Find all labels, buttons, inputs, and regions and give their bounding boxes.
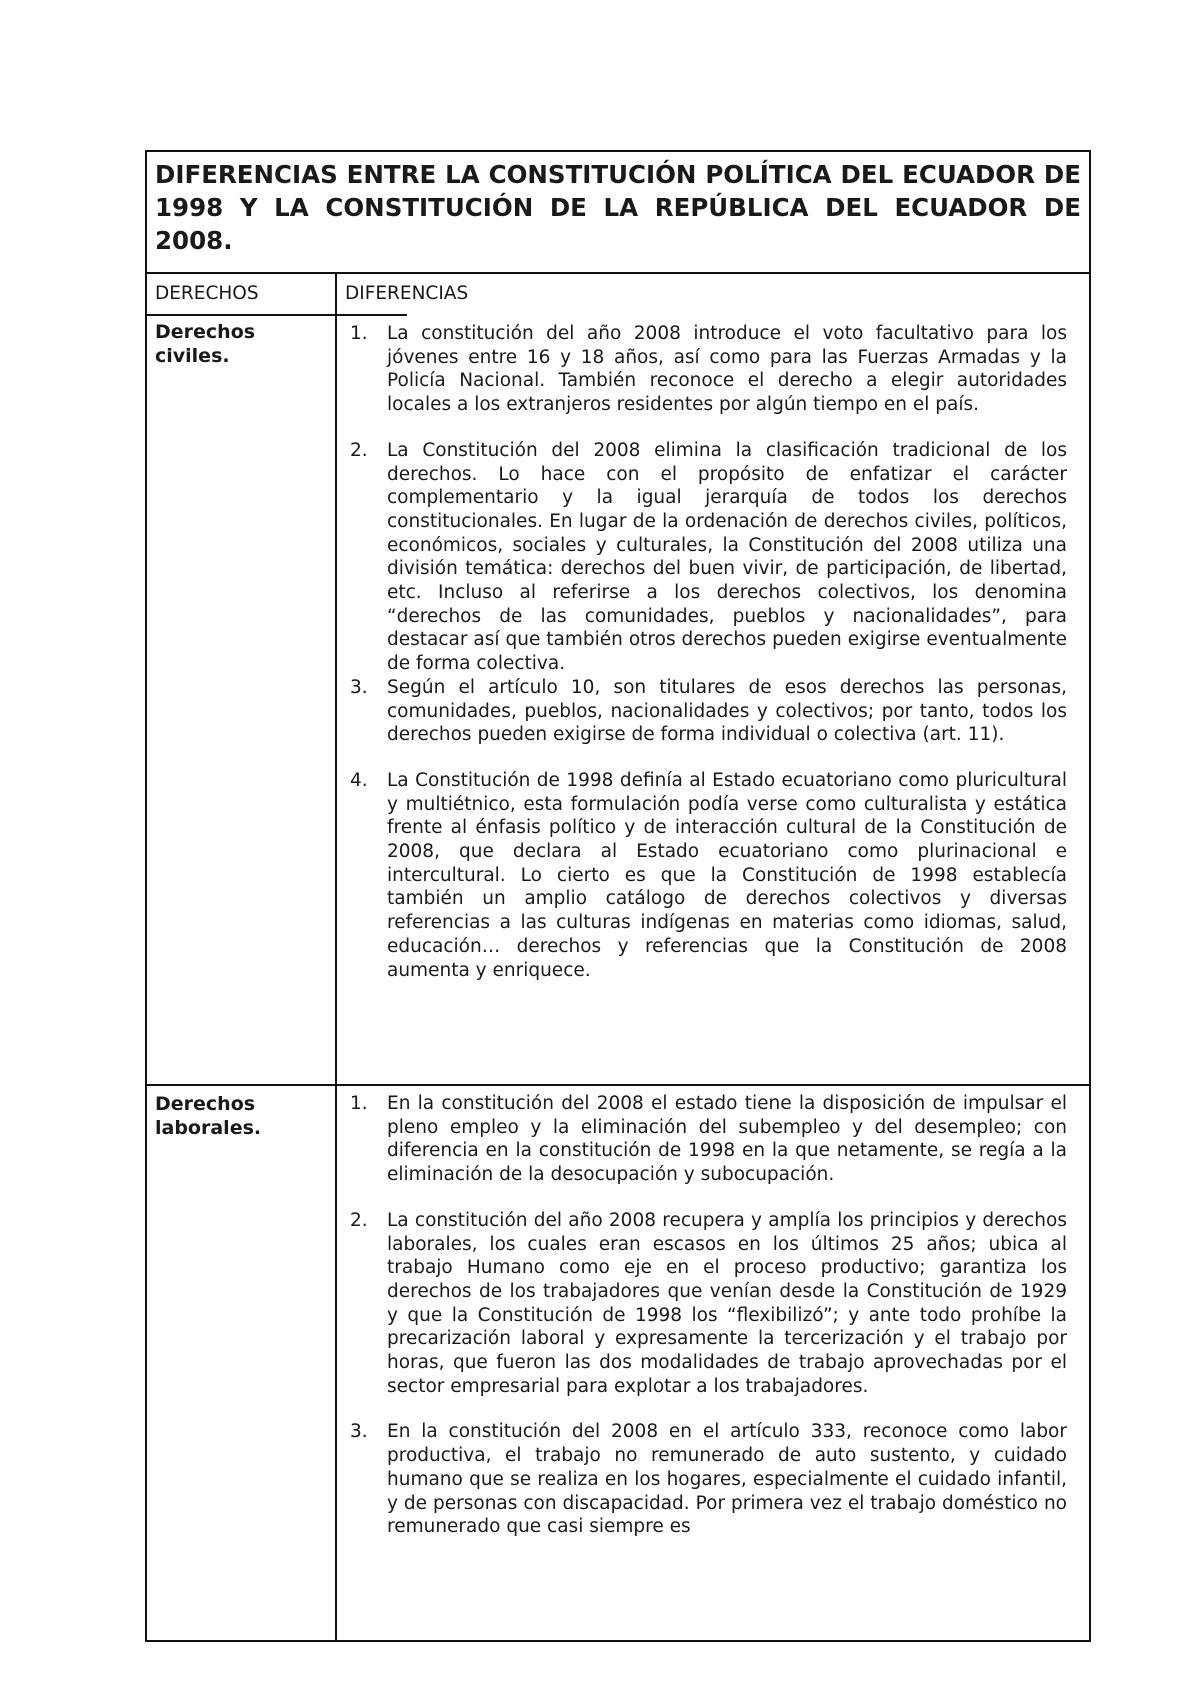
- diff-list-civiles: [350, 322, 1067, 982]
- section-label-laborales: Derechos laborales.: [155, 1093, 262, 1139]
- list-text: La constitución del año 2008 recupera y amplía los principios y derechos laborales, los cuales eran escasos en los últimos 25 años; ubica al trabajo Humano como eje en el proceso productivo; garantiza los derechos de los trabajadores que venían desde la Constitución de 1929 y que la Constitución de 1998 los “flexibilizó”; y ante todo prohíbe la precarización laboral y expresamente la tercerización y el trabajo por horas, que fueron las dos modalidades de trabajo aprovechadas por el sector empresarial para explotar a los trabajadores.: [387, 1209, 1067, 1397]
- list-text: Según el artículo 10, son titulares de esos derechos las personas, comunidades, pueblos, nacionalidades y colectivos; por tanto, todos los derechos pueden exigirse de forma individual o colectiva (art. 11).: [387, 676, 1067, 746]
- list-number: 3.: [350, 676, 368, 698]
- header-underline-left: [147, 314, 335, 316]
- list-item: [350, 1092, 1067, 1187]
- list-item: [350, 1209, 1067, 1399]
- list-number: 1.: [350, 323, 368, 344]
- list-text: En la constitución del 2008 el estado tiene la disposición de impulsar el pleno empleo y la eliminación del subempleo y del desempleo; con diferencia en la constitución de 1998 en la que netamente, se regía a la eliminación de la desocupación y subocupación.: [387, 1093, 1067, 1186]
- header-diferencias: DIFERENCIAS: [345, 283, 469, 304]
- list-item: [350, 676, 1067, 747]
- list-number: 4.: [350, 769, 368, 791]
- list-number: 1.: [350, 1093, 368, 1114]
- list-text: La Constitución de 1998 definía al Estado ecuatoriano como pluricultural y multiétnico, esta formulación podía verse como culturalista y estática frente al énfasis político y de interacción cultural de la Constitución de 2008, que declara al Estado ecuatoriano como plurinacional e intercultural. Lo cierto es que la Constitución de 1998 establecía también un amplio catálogo de derechos colectivos y diversas referencias a las culturas indígenas en materias como idiomas, salud, educación… derechos y referencias que la Constitución de 2008 aumenta y enriquece.: [387, 769, 1067, 981]
- diff-list-laborales: [350, 1092, 1067, 1539]
- title-cell: [147, 152, 1089, 274]
- header-derechos: DERECHOS: [155, 283, 259, 304]
- list-item: [350, 439, 1067, 676]
- list-number: 2.: [350, 439, 368, 461]
- header-underline-right: [337, 314, 407, 316]
- list-item: [350, 322, 1067, 417]
- list-text: La constitución del año 2008 introduce el voto facultativo para los jóvenes entre 16 y 18 años, así como para las Fuerzas Armadas y la Policía Nacional. También reconoce el derecho a elegir autoridades locales a los extranjeros residentes por algún tiempo en el país.: [387, 323, 1067, 416]
- document-title: DIFERENCIAS ENTRE LA CONSTITUCIÓN POLÍTICA DEL ECUADOR DE 1998 Y LA CONSTITUCIÓN DE LA REPÚBLICA DEL ECUADOR DE 2008.: [155, 160, 1081, 255]
- column-divider: [335, 274, 337, 1640]
- list-text: La Constitución del 2008 elimina la clasificación tradicional de los derechos. Lo hace con el propósito de enfatizar el carácter complementario y la igual jerarquía de todos los derechos constitucionales. En lugar de la ordenación de derechos civiles, políticos, económicos, sociales y culturales, la Constitución del 2008 utiliza una división temática: derechos del buen vivir, de participación, de libertad, etc. Incluso al referirse a los derechos colectivos, los denomina “derechos de las comunidades, pueblos y nacionalidades”, para destacar así que también otros derechos pueden exigirse eventualmente de forma colectiva.: [387, 439, 1067, 675]
- list-number: 2.: [350, 1209, 368, 1231]
- list-item: [350, 1420, 1067, 1539]
- list-item: [350, 769, 1067, 982]
- list-text: En la constitución del 2008 en el artículo 333, reconoce como labor productiva, el trabajo no remunerado de auto sustento, y cuidado humano que se realiza en los hogares, especialmente el cuidado infantil, y de personas con discapacidad. Por primera vez el trabajo doméstico no remunerado que casi siempre es: [387, 1421, 1067, 1538]
- list-number: 3.: [350, 1421, 368, 1443]
- section-divider: [147, 1084, 1089, 1086]
- differences-table: [145, 150, 1091, 1642]
- section-label-civiles: Derechos civiles.: [155, 321, 256, 367]
